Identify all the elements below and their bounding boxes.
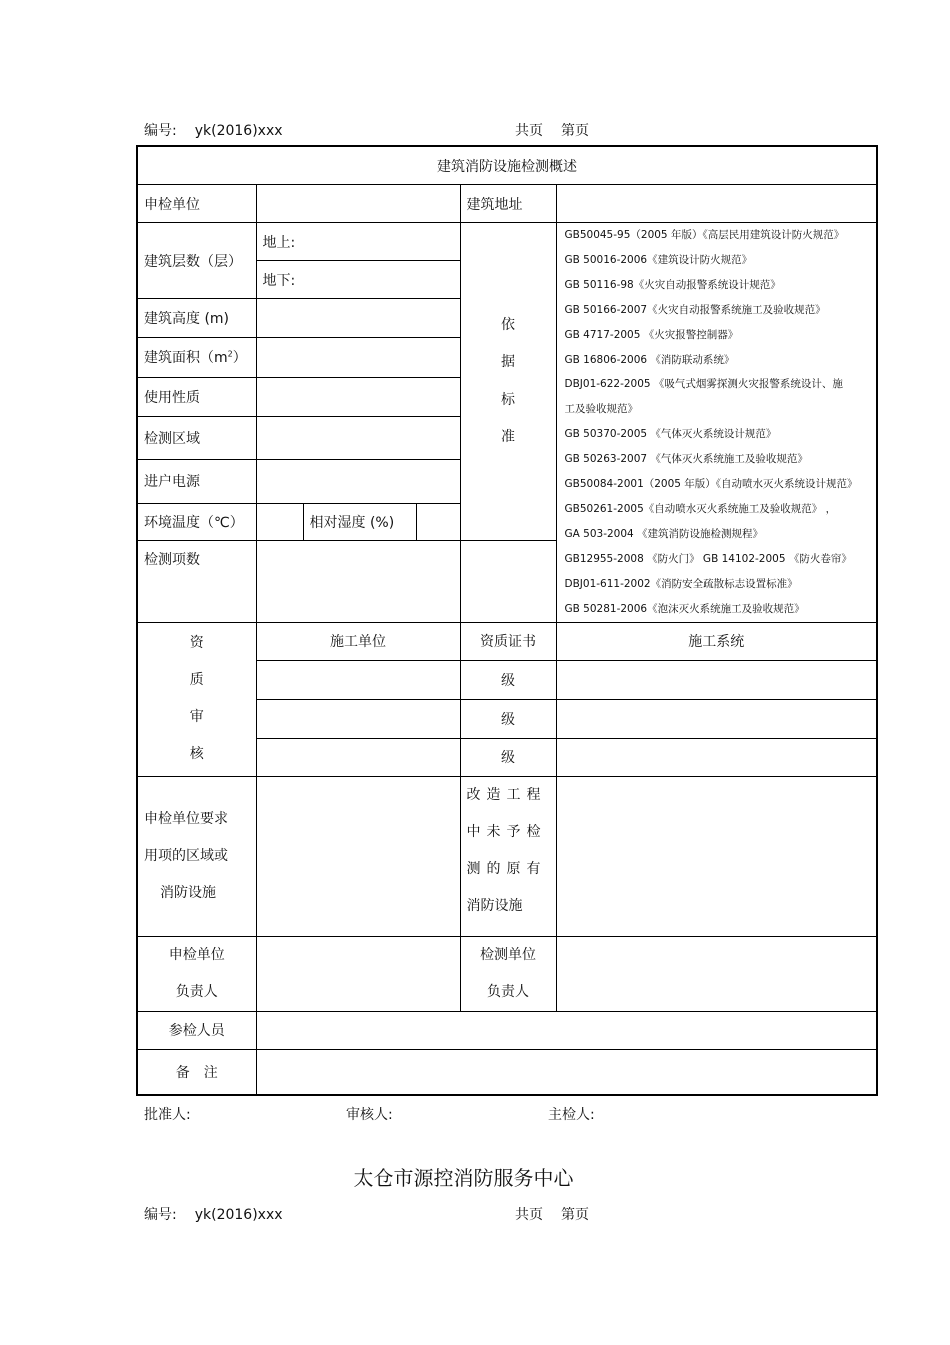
participants-label: 参检人员 — [137, 1011, 256, 1049]
request-area-field[interactable] — [256, 776, 460, 936]
qualification-char: 资 — [189, 635, 204, 651]
number-label: 编号: — [144, 123, 177, 139]
header-number — [144, 120, 283, 140]
usage-field[interactable] — [256, 377, 460, 416]
total-pages: 共页 — [515, 1207, 543, 1223]
above-ground-label: 地上: — [262, 234, 296, 251]
header-pages — [515, 120, 607, 140]
number-value: yk(2016)xxx — [194, 1207, 283, 1223]
above-ground-field[interactable] — [256, 223, 460, 261]
request-area-label: 申检单位要求 用项的区域或 消防设施 — [137, 776, 256, 936]
usage-label: 使用性质 — [137, 377, 256, 416]
power-field[interactable] — [256, 459, 460, 503]
items-label: 检测项数 — [137, 541, 256, 622]
inspector-person-label: 检测单位 负责人 — [460, 936, 556, 1011]
area-superscript: 2 — [227, 349, 233, 359]
inspection-overview-form — [136, 145, 878, 1096]
number-value: yk(2016)xxx — [194, 123, 283, 139]
approver-label: 批准人: — [144, 1107, 191, 1123]
system-field[interactable] — [556, 660, 877, 699]
contractor-field[interactable] — [256, 699, 460, 738]
temperature-field[interactable] — [256, 504, 303, 541]
standard-item: GB 50116-98《火灾自动报警系统设计规范》 — [564, 278, 781, 291]
items-field[interactable] — [256, 541, 460, 622]
system-field[interactable] — [556, 699, 877, 738]
unchecked-facilities-label: 改造工程 中未予检 测的原有 消防设施 — [460, 776, 556, 936]
humidity-field[interactable] — [416, 504, 460, 541]
contractor-field[interactable] — [256, 660, 460, 699]
qualification-char: 质 — [189, 672, 204, 688]
page-number: 第页 — [561, 123, 589, 139]
footer-pages — [515, 1204, 607, 1224]
participants-field[interactable] — [256, 1011, 877, 1049]
grade-cell[interactable]: 级 — [460, 699, 556, 738]
standard-item: GA 503-2004 《建筑消防设施检测规程》 — [564, 527, 764, 540]
total-pages: 共页 — [515, 123, 543, 139]
area-field[interactable] — [256, 338, 460, 377]
contractor-header: 施工单位 — [256, 622, 460, 660]
basis-standard-label — [460, 223, 556, 541]
form-title: 建筑消防设施检测概述 — [137, 146, 877, 185]
grade-cell[interactable]: 级 — [460, 660, 556, 699]
certificate-header: 资质证书 — [460, 622, 556, 660]
standard-item: GB50045-95（2005 年版）《高层民用建筑设计防火规范》 — [564, 229, 845, 241]
standard-item: DBJ01-611-2002《消防安全疏散标志设置标准》 — [564, 577, 798, 590]
applicant-person-label: 申检单位 负责人 — [137, 936, 256, 1011]
height-field[interactable] — [256, 299, 460, 338]
below-ground-field[interactable] — [256, 261, 460, 299]
standard-item: GB50261-2005《自动喷水灭火系统施工及验收规范》 ， — [564, 502, 837, 515]
page-number: 第页 — [561, 1207, 589, 1223]
height-label: 建筑高度 (m) — [137, 299, 256, 338]
floors-label: 建筑层数（层） — [137, 223, 256, 299]
standard-item: GB50084-2001（2005 年版）《自动喷水灭火系统设计规范》 — [564, 478, 858, 491]
footer-number — [144, 1204, 283, 1224]
area-label: 建筑面积$(m^2)$ — [137, 338, 256, 377]
temperature-label: 环境温度（℃） — [137, 504, 256, 541]
basis-char: 据 — [501, 354, 515, 371]
standard-item: GB 50263-2007 《气体灭火系统施工及验收规范》 — [564, 453, 808, 466]
humidity-label: 相对湿度 (%) — [303, 504, 416, 541]
address-field[interactable] — [556, 185, 877, 223]
standard-item: GB 50016-2006《建筑设计防火规范》 — [564, 253, 753, 266]
below-ground-label: 地下: — [262, 272, 296, 289]
qualification-char: 审 — [189, 709, 204, 725]
standard-item: GB 50281-2006《泡沫灭火系统施工及验收规范》 — [564, 602, 805, 615]
applicant-field[interactable] — [256, 185, 460, 223]
zone-label: 检测区域 — [137, 416, 256, 459]
remarks-field[interactable] — [256, 1049, 877, 1095]
power-label: 进户电源 — [137, 459, 256, 503]
address-label: 建筑地址 — [460, 185, 556, 223]
standard-item: GB 4717-2005 《火灾报警控制器》 — [564, 328, 739, 341]
standard-item: GB 16806-2006 《消防联动系统》 — [564, 353, 735, 366]
qualification-char: 核 — [189, 746, 204, 762]
standards-list — [556, 223, 877, 623]
organization-title: 太仓市源控消防服务中心 — [353, 1166, 574, 1190]
chief-inspector-label: 主检人: — [548, 1107, 595, 1123]
standard-item: 工及验收规范》 — [564, 403, 638, 416]
applicant-label: 申检单位 — [137, 185, 256, 223]
unchecked-facilities-field[interactable] — [556, 776, 877, 936]
standard-item: GB12955-2008 《防火门》 GB 14102-2005 《防火卷帘》 — [564, 552, 852, 565]
standard-item: DBJ01-622-2005 《吸气式烟雾探测火灾报警系统设计、施 — [564, 378, 843, 391]
basis-char: 准 — [501, 429, 515, 446]
system-field[interactable] — [556, 738, 877, 776]
system-header: 施工系统 — [556, 622, 877, 660]
basis-empty — [460, 541, 556, 622]
basis-char: 标 — [501, 391, 515, 408]
reviewer-label: 审核人: — [346, 1107, 393, 1123]
contractor-field[interactable] — [256, 738, 460, 776]
qualification-review-label — [137, 622, 256, 776]
basis-char: 依 — [501, 316, 515, 333]
zone-field[interactable] — [256, 416, 460, 459]
number-label: 编号: — [144, 1207, 177, 1223]
inspector-person-field[interactable] — [556, 936, 877, 1011]
standard-item: GB 50166-2007《火灾自动报警系统施工及验收规范》 — [564, 303, 826, 316]
grade-cell[interactable]: 级 — [460, 738, 556, 776]
remarks-label: 备 注 — [137, 1049, 256, 1095]
applicant-person-field[interactable] — [256, 936, 460, 1011]
standard-item: GB 50370-2005 《气体灭火系统设计规范》 — [564, 428, 777, 441]
